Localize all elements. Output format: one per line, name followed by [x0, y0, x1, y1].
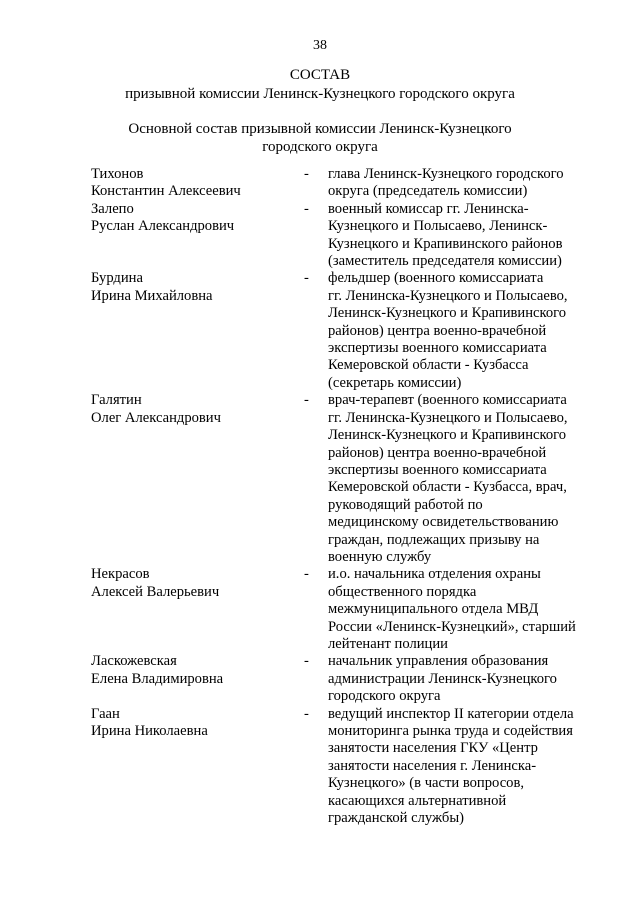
- members-list: [91, 166, 611, 827]
- member-description-line: лейтенант полиции: [328, 635, 448, 652]
- member-description-line: общественного порядка: [328, 583, 477, 600]
- member-name-line: Руслан Александрович: [91, 218, 235, 235]
- member-description-line: экспертизы военного комиссариата: [328, 340, 547, 357]
- subtitle-line-2: городского округа: [262, 139, 378, 155]
- member-description: [328, 653, 598, 705]
- member-description-line: медицинскому освидетельствованию: [328, 514, 559, 531]
- member-description-line: ведущий инспектор II категории отдела: [328, 705, 574, 722]
- member-name-line: Елена Владимировна: [91, 670, 224, 687]
- member-description-line: начальник управления образования: [328, 653, 549, 670]
- member-description-line: военный комиссар гг. Ленинска-: [328, 200, 529, 217]
- member-name-line: Бурдина: [91, 270, 143, 287]
- member-description-line: занятости населения ГКУ «Центр: [328, 740, 538, 757]
- member-description-line: мониторинга рынка труда и содействия: [328, 723, 573, 739]
- member-description-line: Ленинск-Кузнецкого и Крапивинского: [328, 305, 567, 322]
- member-dash: -: [304, 392, 309, 409]
- member-description-line: Ленинск-Кузнецкого и Крапивинского: [328, 427, 567, 444]
- member-row: [91, 653, 611, 705]
- member-description-line: администрации Ленинск-Кузнецкого: [328, 670, 557, 687]
- title-line-1: СОСТАВ: [289, 67, 351, 83]
- member-name-line: Алексей Валерьевич: [91, 583, 220, 600]
- member-row: [91, 566, 611, 653]
- member-description-line: районов) центра военно-врачебной: [328, 444, 547, 461]
- member-description-line: и.о. начальника отделения охраны: [328, 566, 541, 583]
- page-number: 38: [313, 38, 327, 53]
- member-description: [328, 566, 598, 653]
- member-description-line: межмуниципального отдела МВД: [328, 601, 539, 618]
- member-description-line: округа (председатель комиссии): [328, 183, 528, 200]
- member-description: [328, 392, 598, 566]
- member-description: [328, 201, 598, 271]
- member-description: [328, 166, 598, 201]
- member-name-line: Ирина Михайловна: [91, 287, 213, 304]
- member-description-line: Кузнецкого и Крапивинского районов: [328, 235, 563, 252]
- title-line-2: призывной комиссии Ленинск-Кузнецкого городского округа: [125, 86, 515, 102]
- member-dash: -: [304, 566, 309, 583]
- member-name: [91, 392, 304, 566]
- member-description-line: глава Ленинск-Кузнецкого городского: [328, 166, 564, 182]
- member-dash: -: [304, 166, 309, 182]
- member-dash: -: [304, 270, 309, 287]
- member-name-line: Тихонов: [91, 166, 144, 182]
- member-name-line: Гаан: [91, 705, 120, 722]
- member-name-line: Константин Алексеевич: [91, 183, 241, 200]
- member-description-line: военную службу: [328, 548, 432, 565]
- member-name-line: Ирина Николаевна: [91, 723, 208, 739]
- member-description: [328, 706, 598, 828]
- member-description-line: городского округа: [328, 688, 441, 705]
- member-row: [91, 201, 611, 271]
- member-row: [91, 166, 611, 201]
- member-description-line: гг. Ленинска-Кузнецкого и Полысаево,: [328, 409, 568, 426]
- member-description-line: гг. Ленинска-Кузнецкого и Полысаево,: [328, 287, 568, 304]
- member-row: [91, 392, 611, 566]
- member-name: [91, 166, 304, 201]
- member-dash: -: [304, 653, 309, 670]
- member-description-line: граждан, подлежащих призыву на: [328, 531, 540, 548]
- member-description-line: руководящий работой по: [328, 496, 483, 513]
- member-description-line: Кемеровской области - Кузбасса, врач,: [328, 479, 567, 496]
- member-name-line: Залепо: [91, 200, 134, 217]
- member-description-line: экспертизы военного комиссариата: [328, 461, 547, 478]
- member-description-line: России «Ленинск-Кузнецкий», старший: [328, 618, 576, 635]
- member-name-line: Некрасов: [91, 566, 150, 583]
- member-description-line: (секретарь комиссии): [328, 374, 462, 391]
- member-description-line: гражданской службы): [328, 810, 464, 827]
- member-description: [328, 270, 598, 392]
- section-subtitle: [0, 120, 640, 156]
- member-description-line: фельдшер (военного комиссариата: [328, 270, 544, 287]
- member-dash: -: [304, 705, 309, 722]
- member-name-line: Галятин: [91, 392, 142, 409]
- document-title: [0, 66, 640, 104]
- member-name: [91, 566, 304, 653]
- member-name: [91, 201, 304, 271]
- member-description-line: (заместитель председателя комиссии): [328, 253, 562, 270]
- member-name-line: Ласкожевская: [91, 653, 177, 670]
- member-description-line: врач-терапевт (военного комиссариата: [328, 392, 567, 409]
- member-row: [91, 270, 611, 392]
- member-description-line: Кузнецкого» (в части вопросов,: [328, 775, 525, 792]
- member-description-line: Кемеровской области - Кузбасса: [328, 357, 529, 374]
- member-description-line: занятости населения г. Ленинска-: [328, 757, 537, 774]
- member-name: [91, 653, 304, 705]
- subtitle-line-1: Основной состав призывной комиссии Ленинск-Кузнецкого: [128, 121, 512, 137]
- member-dash: -: [304, 200, 309, 217]
- member-description-line: Кузнецкого и Полысаево, Ленинск-: [328, 218, 548, 235]
- member-row: [91, 706, 611, 828]
- member-name: [91, 706, 304, 828]
- member-name-line: Олег Александрович: [91, 409, 221, 426]
- member-name: [91, 270, 304, 392]
- member-description-line: районов) центра военно-врачебной: [328, 322, 547, 339]
- member-description-line: касающихся альтернативной: [328, 792, 507, 809]
